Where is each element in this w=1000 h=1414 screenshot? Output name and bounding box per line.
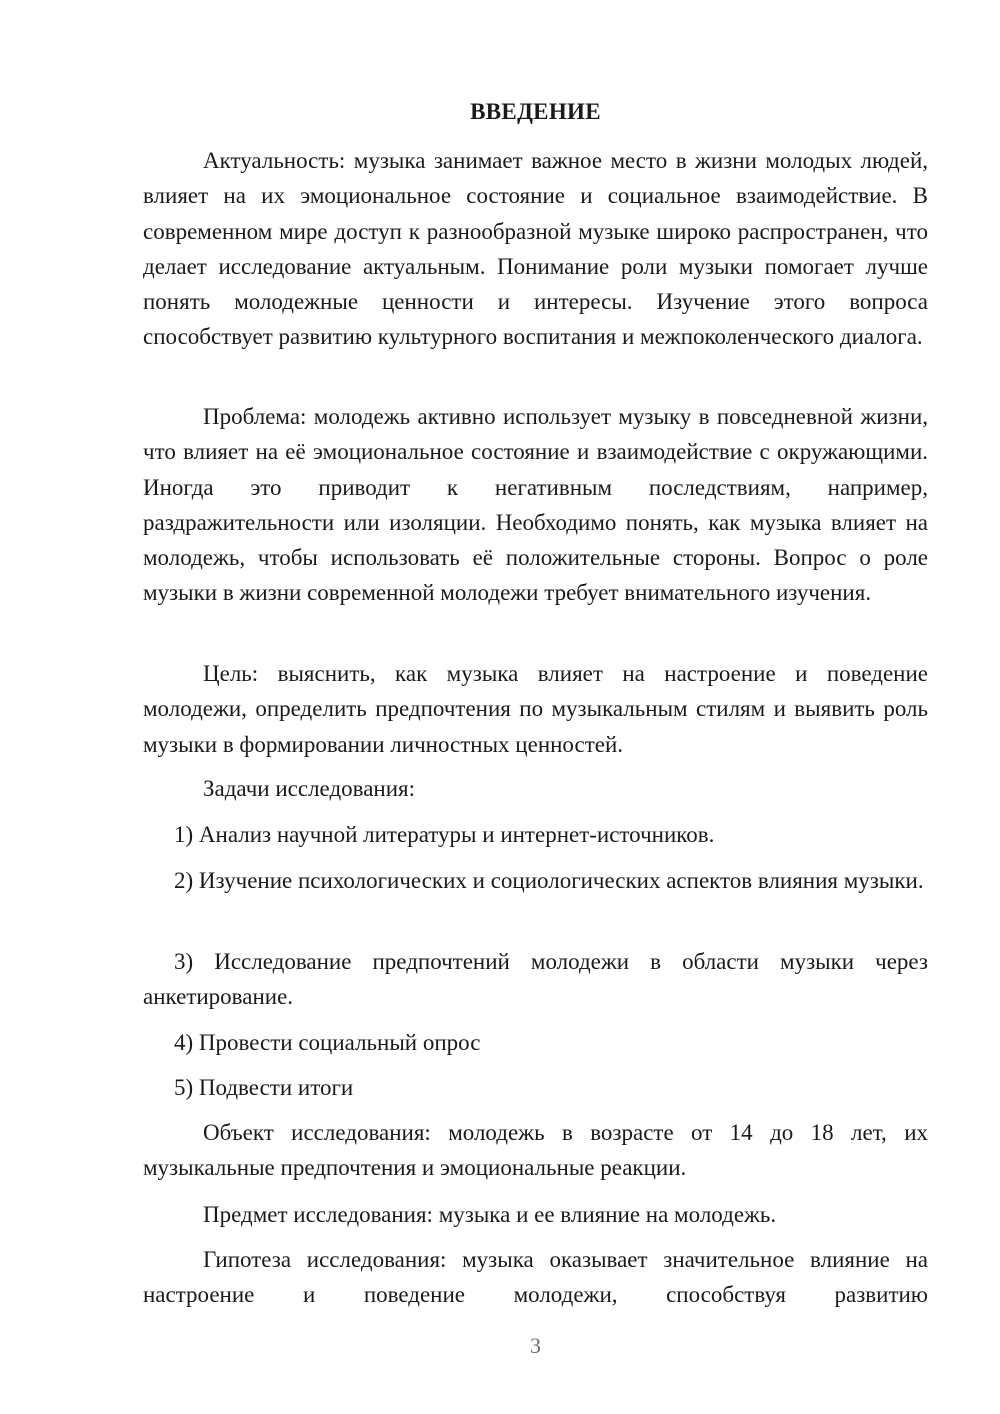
task-item-4: 4) Провести социальный опрос bbox=[174, 1030, 481, 1055]
paragraph-goal: Цель: выяснить, как музыка влияет на настроение и поведение молодежи, определить предпочтения по музыкальным стилям и выявить роль музыки в формировании личностных ценностей. bbox=[143, 661, 928, 757]
page-title: ВВЕДЕНИЕ bbox=[470, 99, 601, 124]
paragraph-subject: Предмет исследования: музыка и ее влияние на молодежь. bbox=[203, 1202, 777, 1227]
tasks-heading: Задачи исследования: bbox=[203, 776, 416, 801]
task-item-3: 3) Исследование предпочтений молодежи в области музыки через анкетирование. bbox=[143, 949, 928, 1010]
task-item-2: 2) Изучение психологических и социологических аспектов влияния музыки. bbox=[174, 868, 924, 893]
paragraph-problem: Проблема: молодежь активно использует музыку в повседневной жизни, что влияет на её эмоциональное состояние и взаимодействие с окружающими. Иногда это приводит к негативным последствиям, например, раздражительности или изоляции. Необходимо понять, как музыка влияет на молодежь, чтобы использовать её положительные стороны. Вопрос о роле музыки в жизни современной молодежи требует внимательного изучения. bbox=[143, 404, 928, 606]
task-item-1: 1) Анализ научной литературы и интернет-источников. bbox=[174, 822, 715, 847]
paragraph-relevance: Актуальность: музыка занимает важное место в жизни молодых людей, влияет на их эмоциональное состояние и социальное взаимодействие. В современном мире доступ к разнообразной музыке широко распространен, что делает исследование актуальным. Понимание роли музыки помогает лучше понять молодежные ценности и интересы. Изучение этого вопроса способствует развитию культурного воспитания и межпоколенческого диалога. bbox=[143, 148, 928, 350]
task-item-5: 5) Подвести итоги bbox=[174, 1075, 354, 1100]
page-number: 3 bbox=[530, 1333, 541, 1358]
paragraph-object: Объект исследования: молодежь в возрасте от 14 до 18 лет, их музыкальные предпочтения и эмоциональные реакции. bbox=[143, 1120, 928, 1181]
paragraph-hypothesis: Гипотеза исследования: музыка оказывает значительное влияние на настроение и поведение молодежи, способствуя развитию bbox=[143, 1247, 928, 1308]
